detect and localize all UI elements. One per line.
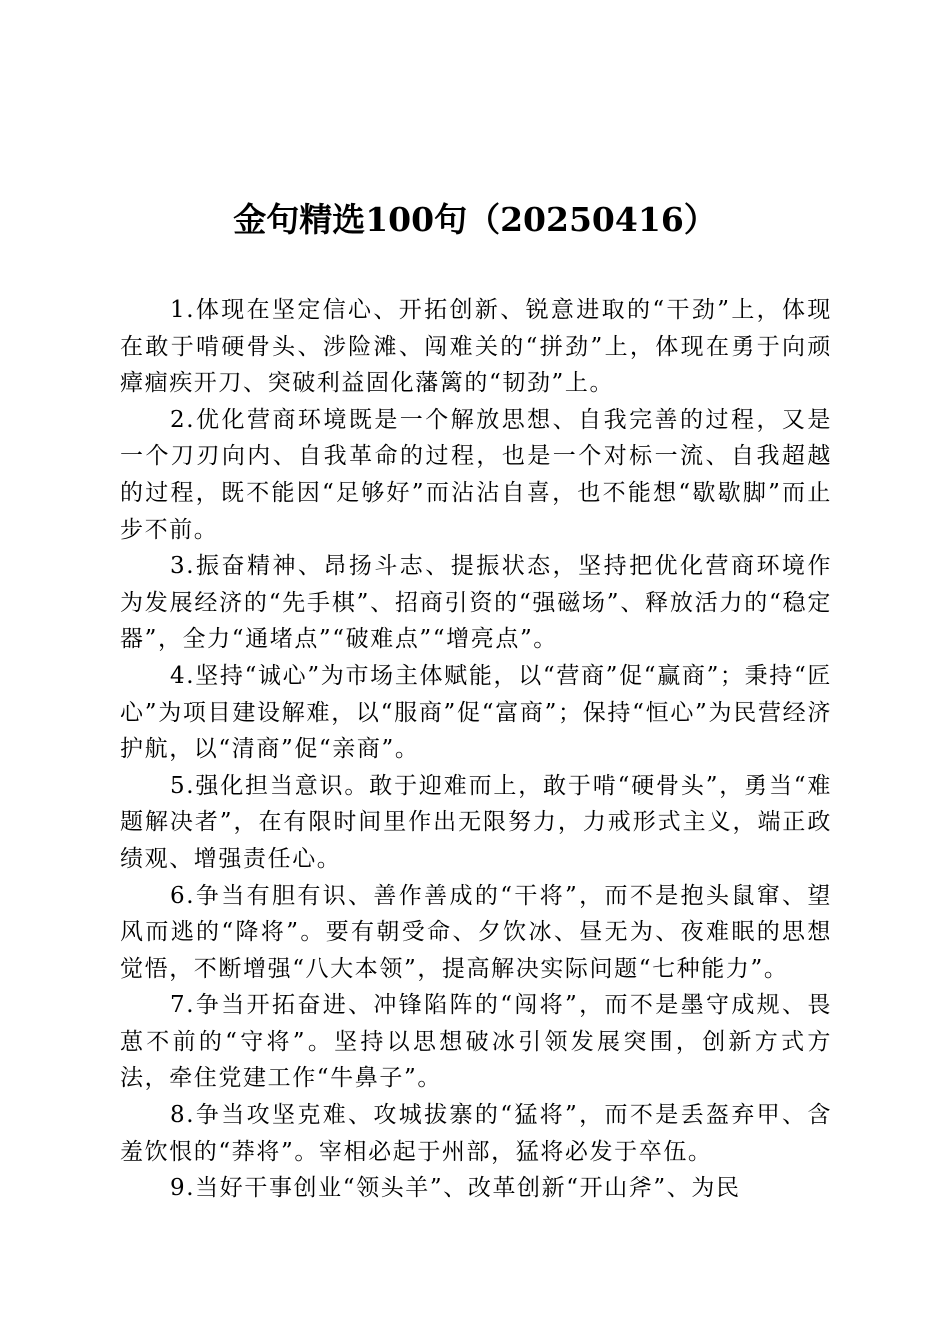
paragraph-9: 9.当好干事创业“领头羊”、改革创新“开山斧”、为民: [170, 1175, 741, 1202]
paragraph-1: 1.体现在坚定信心、开拓创新、锐意进取的“干劲”上，体现在敢于啃硬骨头、涉险滩、闯难关的“拼劲”上，体现在勇于向顽瘴痼疾开刀、突破利益固化藩篱的“韧劲”上。: [120, 297, 832, 397]
document-title: 金句精选100句（20250416）: [233, 200, 717, 239]
paragraph-4: 4.坚持“诚心”为市场主体赋能，以“营商”促“赢商”；秉持“匠心”为项目建设解难，以“服商”促“富商”；保持“恒心”为民营经济护航，以“清商”促“亲商”。: [120, 662, 832, 763]
paragraph-8: 8.争当攻坚克难、攻城拔寨的“猛将”，而不是丢盔弃甲、含羞饮恨的“莽将”。宰相必起于州部，猛将必发于卒伍。: [120, 1102, 832, 1165]
paragraph-2: 2.优化营商环境既是一个解放思想、自我完善的过程，又是一个刀刃向内、自我革命的过程，也是一个对标一流、自我超越的过程，既不能因“足够好”而沾沾自喜，也不能想“歇歇脚”而止步不前。: [120, 406, 832, 543]
document-body: [120, 292, 832, 1207]
paragraph-6: 6.争当有胆有识、善作善成的“干将”，而不是抱头鼠窜、望风而逃的“降将”。要有朝受命、夕饮冰、昼无为、夜难眠的思想觉悟，不断增强“八大本领”，提高解决实际问题“七种能力”。: [120, 882, 832, 982]
paragraph-5: 5.强化担当意识。敢于迎难而上，敢于啃“硬骨头”，勇当“难题解决者”，在有限时间里作出无限努力，力戒形式主义，端正政绩观、增强责任心。: [120, 772, 832, 872]
paragraph-3: 3.振奋精神、昂扬斗志、提振状态，坚持把优化营商环境作为发展经济的“先手棋”、招商引资的“强磁场”、释放活力的“稳定器”，全力“通堵点”“破难点”“增亮点”。: [120, 553, 832, 653]
paragraph-7: 7.争当开拓奋进、冲锋陷阵的“闯将”，而不是墨守成规、畏葸不前的“守将”。坚持以思想破冰引领发展突围，创新方式方法，牵住党建工作“牛鼻子”。: [120, 992, 832, 1092]
